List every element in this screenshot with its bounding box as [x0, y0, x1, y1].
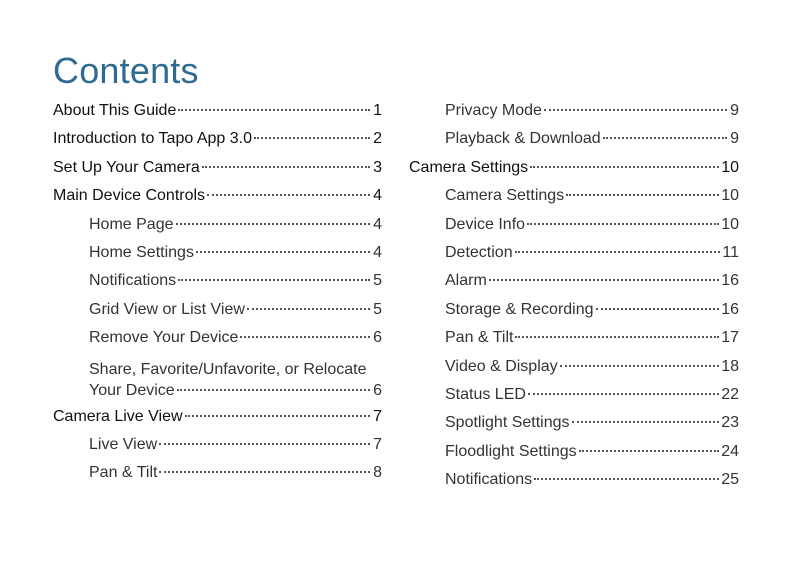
toc-entry-label: Playback & Download — [445, 130, 601, 148]
toc-entry-label: Main Device Controls — [53, 187, 206, 205]
toc-page-number: 23 — [721, 414, 739, 432]
toc-page-number: 10 — [721, 215, 739, 233]
toc-entry-video-and-display[interactable] — [409, 353, 739, 381]
toc-entry-device-info[interactable] — [409, 211, 739, 239]
toc-page-number: 10 — [721, 187, 739, 205]
toc-entry-label: Privacy Mode — [445, 102, 542, 119]
toc-page-number: 1 — [373, 102, 382, 119]
dot-leader — [560, 365, 720, 367]
toc-entry-label: Device Info — [445, 215, 526, 233]
toc-entry-label: Notifications — [445, 471, 533, 489]
dot-leader — [240, 336, 370, 338]
toc-entry-main-device-controls[interactable] — [53, 182, 382, 210]
toc-page-number: 11 — [722, 243, 739, 261]
dot-leader — [566, 194, 719, 196]
toc-entry-home-settings[interactable] — [53, 239, 382, 267]
toc-entry-privacy-mode[interactable] — [409, 97, 739, 125]
toc-entry-label: Notifications — [89, 272, 177, 290]
toc-entry-label: Remove Your Device — [89, 329, 239, 347]
dot-leader — [534, 478, 719, 480]
toc-entry-detection[interactable] — [409, 239, 739, 267]
toc-page-number: 9 — [730, 102, 739, 119]
dot-leader — [596, 308, 720, 310]
toc-entry-camera-settings[interactable] — [409, 182, 739, 210]
dot-leader — [247, 308, 370, 310]
toc-entry-camera-settings[interactable] — [409, 154, 739, 182]
toc-entry-label: Camera Live View — [53, 407, 183, 425]
toc-page-number: 10 — [721, 158, 739, 176]
dot-leader — [185, 415, 370, 417]
toc-left-column — [53, 97, 382, 488]
dot-leader — [515, 336, 719, 338]
toc-entry-introduction-to-tapo-app-3-0[interactable] — [53, 125, 382, 153]
dot-leader — [572, 421, 720, 423]
dot-leader — [515, 251, 721, 253]
toc-page-number: 2 — [373, 130, 382, 148]
dot-leader — [544, 109, 727, 111]
toc-entry-label-continued: Your Device — [89, 381, 175, 399]
dot-leader — [254, 137, 370, 139]
toc-page-number: 24 — [721, 442, 739, 460]
toc-entry-remove-your-device[interactable] — [53, 324, 382, 352]
toc-page-number: 17 — [721, 329, 739, 347]
toc-entry-label: Introduction to Tapo App 3.0 — [53, 130, 252, 148]
page-title: Contents — [53, 50, 199, 91]
toc-page-number: 4 — [373, 187, 382, 205]
toc-entry-spotlight-settings[interactable] — [409, 409, 739, 437]
toc-page-number: 25 — [721, 471, 739, 489]
toc-entry-notifications[interactable] — [409, 466, 739, 494]
toc-page-number: 9 — [730, 130, 739, 148]
dot-leader — [178, 279, 370, 281]
toc-entry-label: Share, Favorite/Unfavorite, or Relocate — [89, 360, 367, 378]
toc-page-number: 6 — [373, 329, 382, 347]
toc-page-number: 7 — [373, 407, 382, 425]
toc-page-number: 6 — [373, 381, 382, 399]
dot-leader — [159, 471, 370, 473]
toc-entry-label: Alarm — [445, 272, 487, 290]
toc-entry-label: Pan & Tilt — [445, 329, 514, 347]
toc-entry-notifications[interactable] — [53, 267, 382, 295]
toc-entry-about-this-guide[interactable] — [53, 97, 382, 125]
dot-leader — [202, 166, 370, 168]
dot-leader — [178, 109, 370, 111]
toc-entry-label: Storage & Recording — [445, 300, 594, 318]
dot-leader — [207, 194, 370, 196]
toc-entry-status-led[interactable] — [409, 381, 739, 409]
toc-page-number: 18 — [721, 357, 739, 375]
toc-entry-label: Home Page — [89, 215, 174, 233]
toc-page-number: 3 — [373, 158, 382, 176]
toc-page-number: 5 — [373, 300, 382, 318]
toc-entry-pan-and-tilt[interactable] — [409, 324, 739, 352]
toc-page-number: 7 — [373, 435, 382, 453]
toc-entry-label: Camera Settings — [445, 187, 565, 205]
dot-leader — [528, 393, 719, 395]
toc-entry-label: Floodlight Settings — [445, 442, 577, 460]
dot-leader — [489, 279, 719, 281]
dot-leader — [177, 389, 370, 391]
toc-entry-label: Live View — [89, 435, 158, 453]
toc-entry-label: About This Guide — [53, 102, 177, 119]
dot-leader — [527, 223, 719, 225]
toc-page-number: 5 — [373, 272, 382, 290]
toc-entry-storage-and-recording[interactable] — [409, 296, 739, 324]
toc-entry-label: Spotlight Settings — [445, 414, 570, 432]
toc-entry-label: Set Up Your Camera — [53, 158, 200, 176]
dot-leader — [159, 443, 370, 445]
toc-page-number: 16 — [721, 272, 739, 290]
toc-entry-camera-live-view[interactable] — [53, 403, 382, 431]
toc-entry-label: Home Settings — [89, 243, 194, 261]
dot-leader — [603, 137, 727, 139]
dot-leader — [579, 450, 720, 452]
dot-leader — [176, 223, 371, 225]
toc-entry-label: Status LED — [445, 385, 526, 403]
toc-entry-label: Grid View or List View — [89, 300, 245, 318]
dot-leader — [530, 166, 719, 168]
toc-entry-alarm[interactable] — [409, 267, 739, 295]
toc-entry-grid-view-or-list-view[interactable] — [53, 296, 382, 324]
toc-entry-home-page[interactable] — [53, 211, 382, 239]
toc-entry-label: Camera Settings — [409, 158, 529, 176]
toc-entry-floodlight-settings[interactable] — [409, 438, 739, 466]
toc-entry-label: Video & Display — [445, 357, 558, 375]
toc-entry-live-view[interactable] — [53, 431, 382, 459]
toc-entry-label: Pan & Tilt — [89, 464, 158, 482]
toc-page-number: 4 — [373, 215, 382, 233]
toc-page-number: 16 — [721, 300, 739, 318]
toc-page-number: 8 — [373, 464, 382, 482]
toc-page-number: 4 — [373, 243, 382, 261]
toc-page-number: 22 — [721, 385, 739, 403]
toc-entry-playback-and-download[interactable] — [409, 125, 739, 153]
toc-entry-label: Detection — [445, 243, 513, 261]
dot-leader — [196, 251, 370, 253]
toc-entry-share-favorite-unfavorite-or-relocate[interactable] — [53, 359, 382, 401]
toc-entry-pan-and-tilt[interactable] — [53, 459, 382, 487]
toc-entry-set-up-your-camera[interactable] — [53, 154, 382, 182]
toc-right-column — [409, 97, 739, 494]
